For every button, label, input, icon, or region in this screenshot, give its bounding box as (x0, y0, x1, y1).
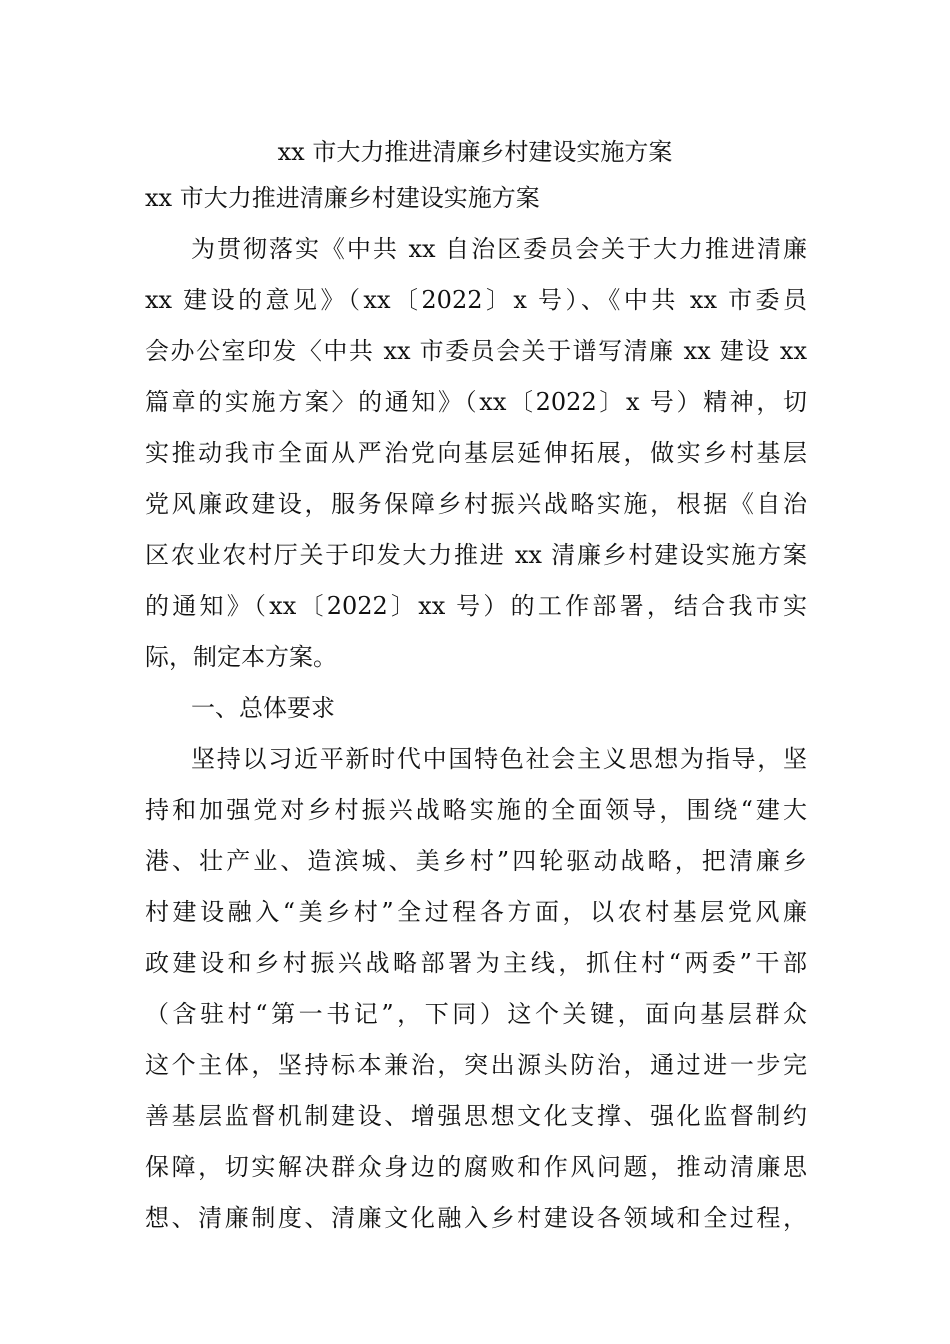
paragraph-line: 持和加强党对乡村振兴战略实施的全面领导，围绕“建大 (145, 796, 807, 824)
paragraph-line: 善基层监督机制建设、增强思想文化支撑、强化监督制约 (145, 1102, 807, 1130)
paragraph-line: 区农业农村厅关于印发大力推进 xx 清廉乡村建设实施方案 (145, 541, 807, 569)
section-heading: 一、总体要求 (191, 694, 335, 722)
paragraph-line: 党风廉政建设，服务保障乡村振兴战略实施，根据《自治 (145, 490, 807, 518)
document-body (145, 180, 807, 1251)
paragraph-line: xx 建设的意见》（xx〔2022〕x 号）、《中共 xx 市委员 (145, 286, 807, 314)
paragraph-line: 村建设融入“美乡村”全过程各方面，以农村基层党风廉 (145, 898, 807, 926)
paragraph-line: （含驻村“第一书记”，下同）这个关键，面向基层群众 (145, 1000, 807, 1028)
paragraph-line: 会办公室印发〈中共 xx 市委员会关于谱写清廉 xx 建设 xx (145, 337, 807, 365)
paragraph-line: 篇章的实施方案〉的通知》（xx〔2022〕x 号）精神，切 (145, 388, 807, 416)
paragraph-line: 保障，切实解决群众身边的腐败和作风问题，推动清廉思 (145, 1153, 807, 1181)
paragraph-line: 实推动我市全面从严治党向基层延伸拓展，做实乡村基层 (145, 439, 807, 467)
paragraph-line: 港、壮产业、造滨城、美乡村”四轮驱动战略，把清廉乡 (145, 847, 807, 875)
paragraph-general-requirements (145, 741, 807, 1251)
paragraph-line: 为贯彻落实《中共 xx 自治区委员会关于大力推进清廉 (191, 235, 807, 263)
paragraph-line: 政建设和乡村振兴战略部署为主线，抓住村“两委”干部 (145, 949, 807, 977)
paragraph-preamble (145, 231, 807, 690)
paragraph-line: 的通知》（xx〔2022〕xx 号）的工作部署，结合我市实 (145, 592, 807, 620)
paragraph-line: 想、清廉制度、清廉文化融入乡村建设各领域和全过程， (145, 1204, 807, 1232)
document-title: xx 市大力推进清廉乡村建设实施方案 (277, 138, 673, 166)
paragraph-line: 坚持以习近平新时代中国特色社会主义思想为指导，坚 (191, 745, 807, 773)
paragraph-line: 际，制定本方案。 (145, 643, 337, 671)
paragraph-line: 这个主体，坚持标本兼治，突出源头防治，通过进一步完 (145, 1051, 807, 1079)
document-subtitle: xx 市大力推进清廉乡村建设实施方案 (145, 184, 540, 212)
